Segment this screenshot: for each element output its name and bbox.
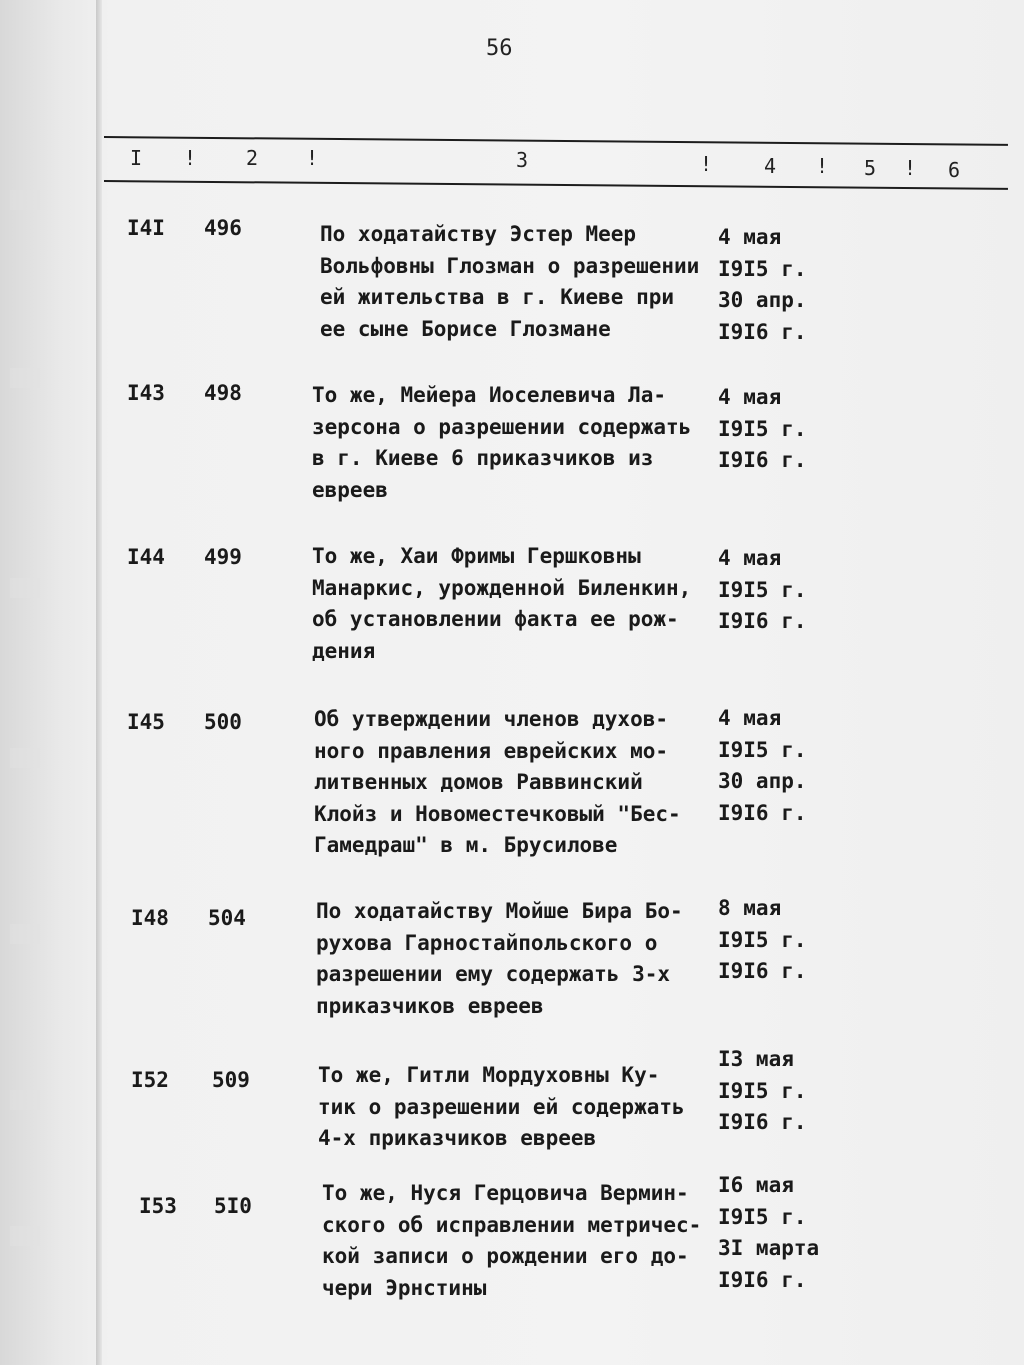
file-number: 496 (204, 216, 242, 240)
entry-dates: 4 мая I9I5 г. I9I6 г. (718, 385, 807, 472)
entry-dates: 8 мая I9I5 г. I9I6 г. (718, 896, 807, 983)
entry-number: I53 (139, 1194, 177, 1218)
entry-number: I52 (131, 1068, 169, 1092)
bleed-through-mark (10, 924, 40, 944)
entry-number: I44 (127, 545, 165, 569)
entry-dates: I6 мая I9I5 г. 3I марта I9I6 г. (718, 1173, 820, 1292)
entry-dates: I3 мая I9I5 г. I9I6 г. (718, 1047, 807, 1134)
file-number: 5I0 (214, 1194, 252, 1218)
page-number: 56 (486, 36, 513, 61)
header-col-1: I (130, 146, 143, 170)
header-col-5: 5 (864, 156, 877, 180)
header-top-rule (104, 136, 1008, 146)
entry-description: То же, Гитли Мордуховны Ку- тик о разрешении ей содержать 4-х приказчиков евреев (318, 1063, 685, 1150)
header-separator: ! (184, 146, 197, 170)
entry-number: I48 (131, 906, 169, 930)
entry-description: То же, Хаи Фримы Гершковны Манаркис, урожденной Биленкин, об установлении факта ее рож- дения (312, 544, 692, 663)
header-separator: ! (700, 152, 713, 176)
bleed-through-mark (10, 368, 40, 388)
file-number: 509 (212, 1068, 250, 1092)
bleed-through-mark (10, 748, 40, 768)
file-number: 498 (204, 381, 242, 405)
entry-number: I43 (127, 381, 165, 405)
book-spine (96, 0, 102, 1365)
header-bottom-rule (104, 180, 1008, 190)
header-col-6: 6 (948, 158, 961, 182)
header-separator: ! (306, 146, 319, 170)
entry-number: I4I (127, 216, 165, 240)
file-number: 499 (204, 545, 242, 569)
header-col-2: 2 (246, 146, 259, 170)
entry-description: То же, Нуся Герцовича Вермин- ского об исправлении метричес- кой записи о рождении его до- чери Эрнстины (322, 1181, 702, 1300)
file-number: 500 (204, 710, 242, 734)
bleed-through-mark (10, 1090, 40, 1110)
bleed-through-mark (10, 578, 40, 598)
entry-dates: 4 мая I9I5 г. I9I6 г. (718, 546, 807, 633)
entry-number: I45 (127, 710, 165, 734)
entry-description: Об утверждении членов духов- ного правления еврейских мо- литвенных домов Раввинский Клойз и Новоместечковый "Бес- Гамедраш" в м. Брусилове (314, 707, 681, 857)
bleed-through-mark (10, 190, 40, 210)
entry-dates: 4 мая I9I5 г. 30 апр. I9I6 г. (718, 706, 807, 825)
bleed-through-mark (10, 1226, 40, 1246)
header-separator: ! (816, 154, 829, 178)
header-col-3: 3 (516, 148, 529, 172)
entry-description: То же, Мейера Иоселевича Ла- зерсона о разрешении содержать в г. Киеве 6 приказчиков из евреев (312, 383, 692, 502)
entry-dates: 4 мая I9I5 г. 30 апр. I9I6 г. (718, 225, 807, 344)
header-col-4: 4 (764, 154, 777, 178)
entry-description: По ходатайству Эстер Меер Вольфовны Глозман о разрешении ей жительства в г. Киеве при ее сыне Борисе Глозмане (320, 222, 700, 341)
file-number: 504 (208, 906, 246, 930)
header-separator: ! (904, 156, 917, 180)
entry-description: По ходатайству Мойше Бира Бо- рухова Гарностайпольского о разрешении ему содержать 3-х приказчиков евреев (316, 899, 683, 1018)
